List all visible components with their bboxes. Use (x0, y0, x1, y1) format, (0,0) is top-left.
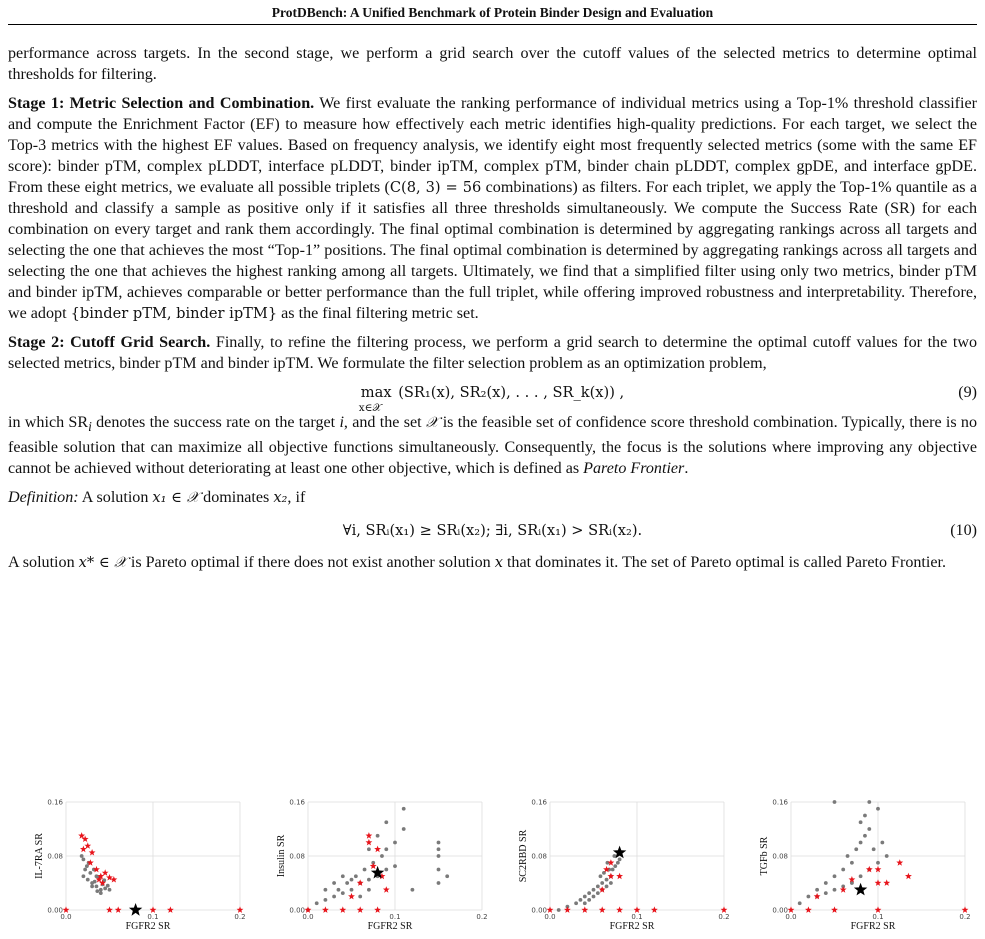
y-tick-label: 0.08 (772, 852, 788, 861)
scatter-panel-tgfb (733, 788, 973, 939)
def-text-c: , if (287, 489, 306, 507)
eq10-number: (10) (950, 522, 977, 540)
data-point (600, 881, 604, 885)
best-star-point (129, 903, 142, 916)
data-point (324, 888, 328, 892)
data-point (95, 889, 99, 893)
stage1-text-b: combinations) as filters. For each triplet, we apply the Top-1% quantile as a threshold and classify a sample as positive only if it satisfies all three thresholds simultaneously. We compute the Success Rate (SR) for each combination on every target and rank them accordingly. The final optimal combination is determined by aggregating rankings across all targets and selecting the one that achieves the most “Top-1” positions. The final optimal combination is determined by aggregating rankings across all targets and selecting the one that achieves the highest ranking among all targets. Ultimately, we find that a simplified filter using only two metrics, binder pTM and binder ipTM, achieves comparable or better performance than the full triplet, while offering improved robustness and interpretability. Therefore, we adopt (8, 179, 977, 322)
red-star-point (905, 873, 912, 880)
red-star-point (89, 849, 96, 856)
red-star-point (608, 873, 615, 880)
red-star-point (93, 866, 100, 873)
data-point (341, 891, 345, 895)
data-point (833, 800, 837, 804)
y-axis-label: Insulin SR (276, 834, 287, 878)
x-tick-label: 0.1 (147, 913, 159, 921)
data-point (80, 854, 84, 858)
data-point (854, 847, 858, 851)
final-text-b: is Pareto optimal if there does not exist another solution (126, 554, 495, 572)
x-tick-label: 0.1 (631, 913, 643, 921)
red-star-point (616, 873, 623, 880)
data-point (341, 874, 345, 878)
pareto-paragraph (8, 552, 977, 573)
stage1-metric-set: {binder pTM, binder ipTM} (70, 305, 278, 322)
data-point (863, 814, 867, 818)
eq9-max-operator (358, 382, 392, 414)
data-point (315, 901, 319, 905)
pareto-frontier-term: Pareto Frontier (583, 460, 685, 478)
after-eq-X: 𝒳 (425, 414, 439, 431)
final-text-c: that dominates it. The set of Pareto optimal is called Pareto Frontier. (502, 554, 947, 572)
red-star-point (366, 832, 373, 839)
data-point (437, 881, 441, 885)
y-tick-label: 0.16 (772, 798, 788, 807)
eq9-body: (SR₁(x), SR₂(x), . . . , SR_k(x)) , (398, 384, 625, 401)
y-tick-label: 0.16 (47, 798, 63, 807)
data-point (618, 857, 622, 861)
data-point (106, 884, 110, 888)
red-star-point (840, 886, 847, 893)
red-star-point (788, 906, 795, 913)
red-star-point (84, 842, 91, 849)
final-x: x (494, 554, 503, 572)
data-point (609, 881, 613, 885)
data-point (605, 884, 609, 888)
red-star-point (374, 906, 381, 913)
data-point (859, 820, 863, 824)
after-eq-text-c: , and the set (343, 414, 426, 431)
data-point (95, 874, 99, 878)
data-point (824, 881, 828, 885)
data-point (82, 874, 86, 878)
data-point (358, 895, 362, 899)
data-point (108, 888, 112, 892)
after-eq-subscript-i: i (88, 419, 92, 435)
best-star-point (854, 883, 867, 896)
stage2-heading: Stage 2: Cutoff Grid Search. (8, 334, 211, 351)
final-text-a: A solution (8, 554, 79, 572)
data-point (393, 864, 397, 868)
x-tick-label: 0.0 (544, 913, 556, 921)
red-star-point (106, 906, 113, 913)
intro-paragraph: performance across targets. In the second stage, we perform a grid search over the cutoff values of the selected metrics to determine optimal thresholds for filtering. (8, 45, 977, 83)
data-point (596, 884, 600, 888)
red-star-point (875, 906, 882, 913)
data-point (367, 888, 371, 892)
y-axis-label: SC2RBD SR (518, 829, 529, 883)
data-point (798, 901, 802, 905)
red-star-point (962, 906, 969, 913)
data-point (402, 807, 406, 811)
data-point (616, 861, 620, 865)
data-point (867, 800, 871, 804)
eq9-max: max (360, 384, 392, 401)
red-star-point (721, 906, 728, 913)
scatter-panel-insulin (250, 788, 490, 939)
data-point (587, 891, 591, 895)
red-star-point (805, 906, 812, 913)
stage1-math: C(8, 3) = 56 (389, 179, 482, 196)
data-point (83, 868, 87, 872)
after-eq9-paragraph (8, 412, 977, 479)
data-point (376, 834, 380, 838)
data-point (88, 871, 92, 875)
data-point (583, 895, 587, 899)
red-star-point (547, 906, 554, 913)
data-point (384, 868, 388, 872)
data-point (880, 841, 884, 845)
data-point (332, 881, 336, 885)
data-point (445, 874, 449, 878)
data-point (90, 884, 94, 888)
red-star-point (357, 906, 364, 913)
y-tick-label: 0.00 (289, 906, 305, 915)
red-star-point (564, 906, 571, 913)
red-star-point (115, 906, 122, 913)
x-tick-label: 0.1 (872, 913, 884, 921)
stage1-text-a: We first evaluate the ranking performance of individual metrics using a Top-1% threshold classifier and compute the Enrichment Factor (EF) to measure how effectively each metric identifies high-quality predictions. For each target, we select the Top-3 metrics with the highest EF values. Based on frequency analysis, we identify eight most frequently selected metrics (some with the same EF score): binder pTM, complex pLDDT, interface pLDDT, binder ipTM, complex pTM, binder chain pLDDT, complex gpDE, and interface gpDE. From these eight metrics, we evaluate all possible triplets ( (8, 95, 978, 196)
data-point (437, 847, 441, 851)
red-star-point (370, 863, 377, 870)
data-point (367, 847, 371, 851)
red-star-point (167, 906, 174, 913)
y-axis-label: TGFb SR (759, 836, 770, 876)
definition-paragraph (8, 487, 977, 508)
red-star-point (616, 906, 623, 913)
x-tick-label: 0.2 (234, 913, 246, 921)
data-point (86, 878, 90, 882)
paper-body (8, 43, 977, 573)
data-point (876, 861, 880, 865)
data-point (411, 888, 415, 892)
red-star-point (383, 886, 390, 893)
data-point (587, 898, 591, 902)
data-point (437, 868, 441, 872)
data-point (95, 884, 99, 888)
data-point (605, 878, 609, 882)
data-point (350, 888, 354, 892)
data-point (393, 841, 397, 845)
y-tick-label: 0.16 (531, 798, 547, 807)
after-eq-text-e: . (684, 460, 689, 478)
after-eq-text-d: is the feasible set of confidence score threshold combination. Typically, there is no feasible solution that can maximize all objective functions simultaneously. Consequently, the focus is the solutions where improving any objective cannot be achieved without deteriorating at least one other objective, which is defined as (8, 414, 977, 478)
data-point (611, 868, 615, 872)
scatter-chart-il7ra (8, 788, 248, 921)
data-point (384, 820, 388, 824)
red-star-point (322, 906, 329, 913)
data-point (363, 868, 367, 872)
data-point (846, 854, 850, 858)
data-point (859, 841, 863, 845)
data-point (354, 874, 358, 878)
scatter-chart-insulin (250, 788, 490, 921)
data-point (85, 864, 89, 868)
x-tick-label: 0.1 (389, 913, 401, 921)
data-point (596, 891, 600, 895)
data-point (876, 807, 880, 811)
red-star-point (581, 906, 588, 913)
eq9-number: (9) (958, 384, 977, 401)
red-star-point (634, 906, 641, 913)
stage2-paragraph (8, 332, 977, 374)
x-axis-label: FGFR2 SR (609, 921, 655, 932)
scatter-chart-sc2rbd (492, 788, 732, 921)
data-point (574, 901, 578, 905)
final-x-star: x* ∈ 𝒳 (78, 554, 127, 572)
stage1-text-c: as the final filtering metric set. (277, 305, 479, 322)
red-star-point (348, 893, 355, 900)
data-point (367, 878, 371, 882)
data-point (606, 861, 610, 865)
equation-9 (8, 376, 977, 412)
x-tick-label: 0.0 (60, 913, 72, 921)
after-eq-text-a: in which SR (8, 414, 89, 431)
data-point (885, 854, 889, 858)
y-axis-label: IL-7RA SR (34, 833, 45, 879)
y-tick-label: 0.00 (531, 906, 547, 915)
x-tick-label: 0.0 (302, 913, 314, 921)
after-eq-i: i (339, 414, 344, 431)
scatter-chart-tgfb (733, 788, 973, 921)
red-star-point (374, 846, 381, 853)
data-point (863, 834, 867, 838)
def-x2: x₂ (273, 489, 288, 507)
figure-scatter-panels (0, 788, 985, 939)
red-star-point (831, 906, 838, 913)
x-tick-label: 0.0 (785, 913, 797, 921)
data-point (324, 898, 328, 902)
after-eq-text-b: denotes the success rate on the target (91, 414, 340, 431)
x-tick-label: 0.2 (476, 913, 488, 921)
data-point (850, 861, 854, 865)
data-point (437, 854, 441, 858)
x-axis-label: FGFR2 SR (125, 921, 171, 932)
red-star-point (78, 832, 85, 839)
data-point (807, 895, 811, 899)
header-rule (8, 24, 977, 25)
red-star-point (599, 906, 606, 913)
red-star-point (80, 846, 87, 853)
y-tick-label: 0.00 (47, 906, 63, 915)
data-point (437, 841, 441, 845)
data-point (557, 908, 561, 912)
data-point (592, 888, 596, 892)
data-point (824, 891, 828, 895)
data-point (612, 854, 616, 858)
data-point (380, 854, 384, 858)
red-star-point (814, 893, 821, 900)
data-point (599, 874, 603, 878)
stage1-paragraph (8, 93, 977, 324)
data-point (613, 864, 617, 868)
red-star-point (237, 906, 244, 913)
data-point (332, 895, 336, 899)
data-point (350, 878, 354, 882)
data-point (872, 847, 876, 851)
data-point (99, 891, 103, 895)
x-axis-label: FGFR2 SR (367, 921, 413, 932)
red-star-point (599, 886, 606, 893)
data-point (82, 857, 86, 861)
data-point (815, 888, 819, 892)
data-point (833, 874, 837, 878)
def-text-b: dominates (199, 489, 274, 507)
data-point (579, 898, 583, 902)
data-point (384, 847, 388, 851)
red-star-point (866, 866, 873, 873)
red-star-point (305, 906, 312, 913)
x-axis-label: FGFR2 SR (850, 921, 896, 932)
red-star-point (651, 906, 658, 913)
y-tick-label: 0.16 (289, 798, 305, 807)
data-point (859, 874, 863, 878)
data-point (867, 827, 871, 831)
def-text-a: A solution (78, 489, 153, 507)
data-point (99, 888, 103, 892)
data-point (93, 880, 97, 884)
scatter-panel-sc2rbd (492, 788, 732, 939)
red-star-point (102, 869, 109, 876)
data-point (337, 888, 341, 892)
red-star-point (339, 906, 346, 913)
data-point (402, 827, 406, 831)
y-tick-label: 0.00 (772, 906, 788, 915)
red-star-point (366, 839, 373, 846)
equation-10 (8, 514, 977, 544)
def-x1: x₁ ∈ 𝒳 (152, 489, 200, 507)
y-tick-label: 0.08 (289, 852, 305, 861)
data-point (345, 881, 349, 885)
eq10-body: ∀i, SRᵢ(x₁) ≥ SRᵢ(x₂); ∃i, SRᵢ(x₁) > SRᵢ(x₂). (342, 522, 643, 540)
definition-label: Definition: (8, 489, 79, 507)
stage2-text: Finally, to refine the filtering process, we perform a grid search to determine the optimal cutoff values for the two selected metrics, binder pTM and binder ipTM. We formulate the filter selection problem as an optimization problem, (8, 334, 977, 372)
y-tick-label: 0.08 (47, 852, 63, 861)
red-star-point (883, 879, 890, 886)
x-tick-label: 0.2 (959, 913, 971, 921)
red-star-point (150, 906, 157, 913)
eq9-max-subscript: x∈𝒳 (358, 402, 382, 414)
scatter-panel-il7ra (8, 788, 248, 939)
y-tick-label: 0.08 (531, 852, 547, 861)
data-point (592, 895, 596, 899)
red-star-point (357, 879, 364, 886)
data-point (833, 888, 837, 892)
x-tick-label: 0.2 (718, 913, 730, 921)
data-point (841, 868, 845, 872)
stage1-heading: Stage 1: Metric Selection and Combination. (8, 95, 315, 112)
data-point (583, 901, 587, 905)
paper-running-title: ProtDBench: A Unified Benchmark of Protein Binder Design and Evaluation (271, 5, 714, 20)
red-star-point (63, 906, 70, 913)
red-star-point (896, 859, 903, 866)
